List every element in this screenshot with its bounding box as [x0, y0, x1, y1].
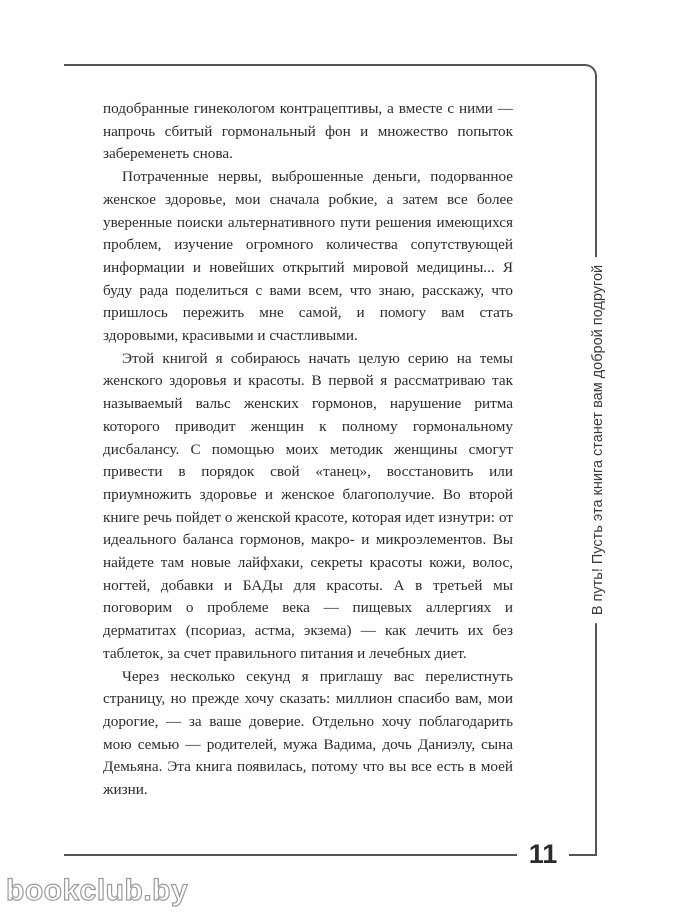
page-number: 11	[528, 839, 558, 869]
watermark: bookclub.by	[6, 874, 189, 907]
paragraph-4: Через несколько секунд я приглашу вас перелистнуть страницу, но прежде хочу сказать: миллион спасибо вам, мои дорогие, — за ваше доверие. Отдельно хочу поблагодарить мою семью — родителей, мужа Вадима, дочь Даниэлу, сына Демьяна. Эта книга появилась, потому что вы все есть в моей жизни.	[103, 667, 513, 799]
running-side-caption: В путь! Пусть эта книга станет вам доброй подругой	[590, 257, 606, 623]
paragraph-2: Потраченные нервы, выброшенные деньги, подорванное женское здоровье, мои сначала робкие, а затем все более уверенные поиски альтернативного пути решения имеющихся проблем, изучение огромного количества сопутствующей информации и новейших открытий мировой медицины... Я буду рада поделиться с вами всем, что знаю, расскажу, что пришлось пережить мне самой, и помогу вам стать здоровыми, красивыми и счастливыми.	[103, 168, 513, 345]
frame-bottom-rule	[64, 854, 517, 856]
frame-bottom-rule-end	[569, 854, 597, 856]
paragraph-1: подобранные гинекологом контрацептивы, а вместе с ними — напрочь сбитый гормональный фон и множество попыток забеременеть снова.	[103, 100, 513, 163]
paragraph-3: Этой книгой я собираюсь начать целую серию на темы женского здоровья и красоты. В первой я рассматриваю так называемый вальс женских гормонов, нарушение ритма которого приводит женщин к полному гормональному дисбалансу. С помощью моих методик женщины смогут привести в порядок свой «танец», восстановить или приумножить здоровье и женское благополучие. Во второй книге речь пойдет о женской красоте, которая идет изнутри: от идеального баланса гормонов, макро- и микроэлементов. Вы найдете там новые лайфхаки, секреты красоты кожи, волос, ногтей, добавки и БАДы для красоты. А в третьей мы поговорим о проблеме века — пищевых аллергиях и дерматитах (псориаз, астма, экзема) — как лечить их без таблеток, за счет правильного питания и лечебных диет.	[103, 349, 513, 662]
body-text	[103, 98, 513, 802]
